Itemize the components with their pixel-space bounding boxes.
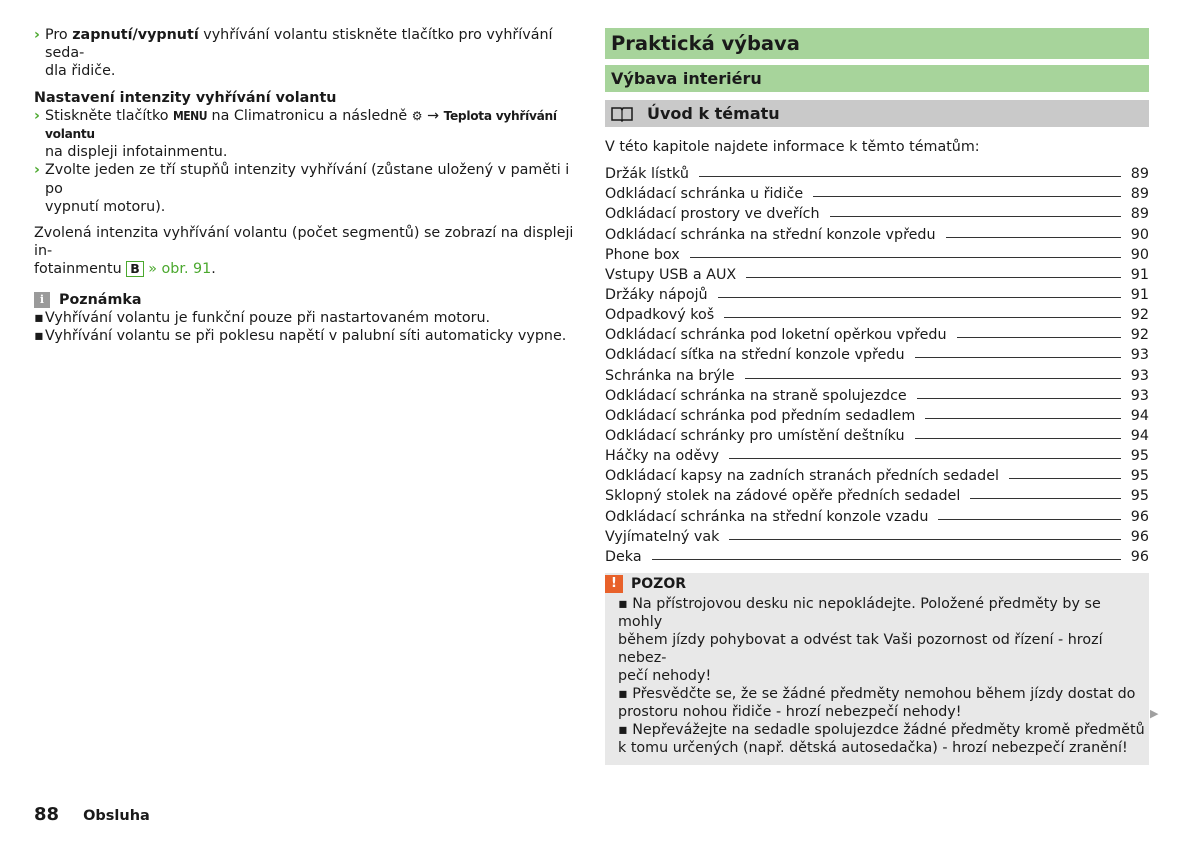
toc-page: 93	[1130, 347, 1149, 364]
toc-row[interactable]	[605, 484, 1149, 504]
figure-label-box: B	[126, 261, 144, 277]
toc-leader	[917, 398, 1121, 399]
toc-leader	[690, 257, 1121, 258]
toc-row[interactable]	[605, 323, 1149, 343]
chevron-right-icon: ›	[34, 107, 40, 124]
toc-label: Háčky na oděvy	[605, 448, 720, 465]
toc-label: Odkládací schránka na straně spolujezdce	[605, 387, 907, 404]
toc-leader	[652, 559, 1121, 560]
toc-leader	[946, 237, 1121, 238]
toc-row[interactable]	[605, 404, 1149, 424]
toc-label: Odkládací schránka u řidiče	[605, 186, 804, 203]
toc-page: 91	[1130, 266, 1149, 283]
toc-row[interactable]	[605, 444, 1149, 464]
toc-page: 89	[1130, 166, 1149, 183]
toc-row[interactable]	[605, 202, 1149, 222]
warning-line: pečí nehody!	[618, 667, 712, 684]
toc-leader	[1009, 478, 1121, 479]
instruction-level	[34, 161, 574, 216]
toc-row[interactable]	[605, 162, 1149, 182]
figure-link[interactable]: » obr. 91	[148, 261, 212, 278]
note-text: Vyhřívání volantu je funkční pouze při nastartovaném motoru.	[45, 309, 491, 326]
chevron-right-icon: ›	[34, 162, 40, 179]
toc-page: 95	[1130, 468, 1149, 485]
toc-row[interactable]	[605, 263, 1149, 283]
menu-key-label: MENU	[173, 108, 207, 123]
toc-label: Odkládací schránka pod předním sedadlem	[605, 407, 916, 424]
toc-row[interactable]	[605, 464, 1149, 484]
menu-path-label: Teplota vyhřívání volantu	[45, 108, 557, 142]
toc-leader	[813, 196, 1121, 197]
toc-page: 96	[1130, 548, 1149, 565]
warning-box	[605, 573, 1149, 765]
table-of-contents	[605, 162, 1149, 565]
section-heading: Výbava interiéru	[605, 65, 1149, 92]
chevron-right-icon: ›	[34, 27, 40, 43]
toc-leader	[915, 438, 1121, 439]
toc-label: Schránka na brýle	[605, 367, 735, 384]
toc-leader	[729, 458, 1121, 459]
toc-leader	[745, 378, 1121, 379]
toc-page: 93	[1130, 387, 1149, 404]
toc-label: Odpadkový koš	[605, 307, 715, 324]
instruction-text: na displeji infotainmentu.	[45, 144, 228, 161]
toc-label: Držáky nápojů	[605, 286, 708, 303]
toc-leader	[746, 277, 1121, 278]
toc-leader	[729, 539, 1120, 540]
toc-page: 96	[1130, 508, 1149, 525]
toc-page: 92	[1130, 327, 1149, 344]
toc-row[interactable]	[605, 424, 1149, 444]
toc-label: Odkládací síťka na střední konzole vpředu	[605, 347, 905, 364]
warning-line: ▪ Přesvědčte se, že se žádné předměty nemohou během jízdy dostat do	[618, 685, 1136, 702]
toc-row[interactable]	[605, 363, 1149, 383]
gear-icon: ⚙	[411, 108, 423, 123]
toc-label: Sklopný stolek na zádové opěře předních sedadel	[605, 488, 961, 505]
toc-label: Držák lístků	[605, 166, 689, 183]
toc-leader	[970, 498, 1120, 499]
note-header	[34, 291, 574, 309]
square-bullet-icon: ▪	[34, 309, 44, 326]
footer-section: Obsluha	[83, 808, 150, 824]
toc-row[interactable]	[605, 525, 1149, 545]
warning-title: POZOR	[631, 575, 686, 592]
toc-leader	[724, 317, 1121, 318]
instruction-menu	[34, 107, 574, 162]
right-column	[605, 28, 1149, 765]
toc-page: 90	[1130, 226, 1149, 243]
toc-page: 92	[1130, 307, 1149, 324]
toc-row[interactable]	[605, 303, 1149, 323]
toc-row[interactable]	[605, 343, 1149, 363]
warning-line: prostoru nohou řidiče - hrozí nebezpečí nehody!	[618, 703, 962, 720]
toc-page: 96	[1130, 528, 1149, 545]
toc-page: 95	[1130, 488, 1149, 505]
toc-label: Odkládací kapsy na zadních stranách předních sedadel	[605, 468, 999, 485]
toc-label: Odkládací prostory ve dveřích	[605, 206, 820, 223]
toc-page: 90	[1130, 246, 1149, 263]
note-text: Vyhřívání volantu se při poklesu napětí v palubní síti automaticky vypne.	[45, 328, 567, 345]
book-icon	[611, 106, 633, 122]
page-footer	[34, 804, 150, 825]
warning-line: k tomu určených (např. dětská autosedačka) - hrozí nebezpečí zranění!	[618, 739, 1128, 756]
toc-page: 94	[1130, 427, 1149, 444]
subheading: Nastavení intenzity vyhřívání volantu	[34, 89, 337, 106]
topic-heading	[605, 100, 1149, 127]
warning-line: ▪ Na přístrojovou desku nic nepokládejte. Položené předměty by se mohly	[618, 595, 1101, 630]
toc-label: Deka	[605, 548, 642, 565]
note-item	[34, 327, 574, 345]
instruction-text: vyhřívání volantu stiskněte tlačítko pro vyhřívání seda-	[45, 27, 553, 62]
arrow-icon: →	[422, 107, 444, 124]
warning-icon: !	[605, 575, 623, 593]
warning-line: během jízdy pohybovat a odvést tak Vaši pozornost od řízení - hrozí nebez-	[618, 631, 1103, 666]
toc-label: Odkládací schránka pod loketní opěrkou vpředu	[605, 327, 947, 344]
toc-leader	[830, 216, 1121, 217]
toc-label: Odkládací schránka na střední konzole vpředu	[605, 226, 936, 243]
toc-leader	[915, 357, 1121, 358]
intensity-paragraph	[34, 224, 574, 279]
instruction-text: na Climatronicu a následně	[206, 107, 412, 124]
toc-row[interactable]	[605, 283, 1149, 303]
paragraph-text: fotainmentu	[34, 261, 127, 278]
instruction-switch	[34, 26, 574, 81]
toc-leader	[718, 297, 1121, 298]
toc-page: 91	[1130, 286, 1149, 303]
toc-label: Odkládací schránka na střední konzole vzadu	[605, 508, 929, 525]
toc-row[interactable]	[605, 384, 1149, 404]
continue-arrow-icon: ▶	[1150, 707, 1159, 720]
instruction-text: Stiskněte tlačítko	[45, 107, 174, 124]
toc-page: 93	[1130, 367, 1149, 384]
instruction-text: vypnutí motoru).	[45, 198, 166, 215]
left-column	[34, 26, 574, 345]
paragraph-text: .	[211, 261, 216, 278]
toc-leader	[957, 337, 1121, 338]
toc-leader	[699, 176, 1121, 177]
toc-page: 89	[1130, 206, 1149, 223]
paragraph-text: Zvolená intenzita vyhřívání volantu (počet segmentů) se zobrazí na displeji in-	[34, 225, 574, 260]
toc-leader	[938, 519, 1120, 520]
toc-row[interactable]	[605, 222, 1149, 242]
page-number: 88	[34, 804, 60, 825]
chapter-heading: Praktická výbava	[605, 28, 1149, 59]
toc-label: Odkládací schránky pro umístění deštníku	[605, 427, 905, 444]
toc-row[interactable]	[605, 182, 1149, 202]
toc-page: 94	[1130, 407, 1149, 424]
toc-label: Phone box	[605, 246, 680, 263]
info-icon: i	[34, 292, 50, 308]
toc-row[interactable]	[605, 504, 1149, 524]
topic-heading-text: Úvod k tématu	[647, 104, 780, 123]
instruction-text: Zvolte jeden ze tří stupňů intenzity vyhřívání (zůstane uložený v paměti i po	[45, 162, 570, 197]
warning-header	[605, 573, 1149, 595]
toc-label: Vyjímatelný vak	[605, 528, 720, 545]
toc-page: 89	[1130, 186, 1149, 203]
toc-page: 95	[1130, 448, 1149, 465]
instruction-text: dla řidiče.	[45, 63, 116, 80]
note-title: Poznámka	[59, 291, 142, 308]
warning-line: ▪ Nepřevážejte na sedadle spolujezdce žádné předměty kromě předmětů	[618, 721, 1145, 738]
toc-leader	[925, 418, 1121, 419]
square-bullet-icon: ▪	[34, 328, 44, 345]
toc-label: Vstupy USB a AUX	[605, 266, 737, 283]
instruction-bold: zapnutí/vypnutí	[72, 27, 199, 43]
note-item	[34, 309, 574, 327]
toc-row[interactable]	[605, 545, 1149, 565]
intro-text: V této kapitole najdete informace k těmto tématům:	[605, 139, 980, 155]
warning-body	[605, 595, 1149, 757]
toc-row[interactable]	[605, 243, 1149, 263]
instruction-text: Pro	[45, 27, 73, 43]
